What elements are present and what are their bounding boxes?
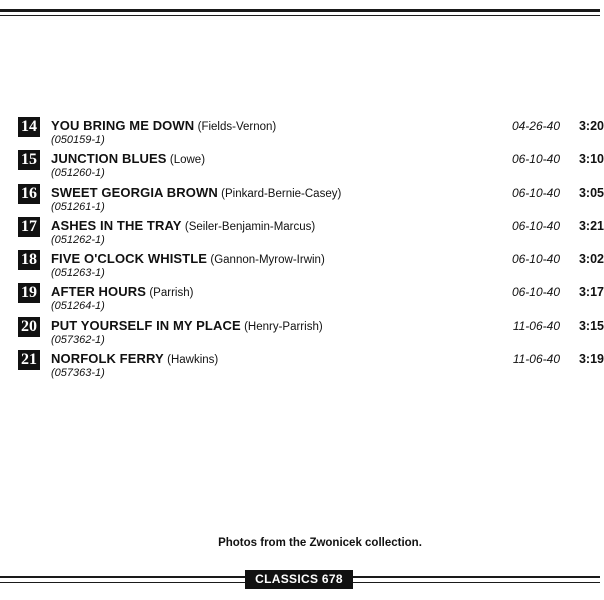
track-title: ASHES IN THE TRAY: [51, 217, 182, 233]
track-composers: (Lowe): [169, 154, 206, 167]
track-title: YOU BRING ME DOWN: [51, 118, 195, 133]
track-row: [18, 117, 604, 150]
track-composers: (Fields-Vernon): [197, 121, 277, 133]
track-number: 19: [18, 283, 40, 303]
track-recording-date: 06-10-40: [511, 218, 560, 233]
track-duration: 3:15: [578, 318, 604, 333]
track-matrix-number: (057363-1): [51, 367, 105, 380]
track-title: FIVE O'CLOCK WHISTLE: [51, 251, 208, 267]
track-composers: (Gannon-Myrow-Irwin): [210, 254, 325, 267]
track-row: [18, 184, 604, 217]
top-border-rule-thin: [0, 15, 600, 16]
track-matrix-number: (051264-1): [51, 300, 105, 313]
track-row: [18, 217, 604, 250]
track-composers: (Parrish): [149, 287, 194, 300]
track-composers: (Hawkins): [167, 354, 219, 367]
top-border-rule: [0, 9, 600, 12]
track-row: [18, 317, 604, 350]
track-recording-date: 06-10-40: [511, 285, 560, 300]
track-row: [18, 250, 604, 283]
track-composers: (Pinkard-Bernie-Casey): [221, 187, 342, 200]
track-number: 16: [18, 184, 40, 204]
track-title: NORFOLK FERRY: [51, 351, 164, 367]
track-recording-date: 06-10-40: [511, 185, 560, 200]
track-row: [18, 150, 604, 183]
track-duration: 3:10: [578, 152, 604, 167]
track-row: [18, 283, 604, 316]
track-title: PUT YOURSELF IN MY PLACE: [51, 317, 241, 333]
track-number: 14: [18, 117, 40, 137]
track-matrix-number: (050159-1): [51, 134, 105, 146]
track-duration: 3:05: [578, 185, 604, 200]
track-title: SWEET GEORGIA BROWN: [51, 184, 218, 200]
track-list: [18, 117, 604, 383]
track-number: 18: [18, 250, 40, 270]
photo-credit: Photos from the Zwonicek collection.: [218, 537, 422, 549]
track-matrix-number: (051260-1): [51, 167, 105, 180]
track-matrix-number: (051262-1): [51, 233, 105, 246]
track-title: AFTER HOURS: [51, 284, 146, 300]
track-duration: 3:21: [578, 218, 604, 233]
track-recording-date: 04-26-40: [511, 119, 560, 133]
track-duration: 3:20: [578, 119, 604, 133]
track-duration: 3:19: [578, 352, 604, 367]
track-number: 20: [18, 317, 40, 337]
track-composers: (Henry-Parrish): [244, 320, 323, 333]
catalog-label: CLASSICS 678: [245, 570, 353, 589]
track-number: 17: [18, 217, 40, 237]
track-recording-date: 06-10-40: [511, 252, 560, 267]
track-number: 15: [18, 150, 40, 170]
track-title: JUNCTION BLUES: [51, 151, 167, 167]
track-row: [18, 350, 604, 383]
track-matrix-number: (057362-1): [51, 333, 105, 346]
track-number: 21: [18, 350, 40, 370]
track-recording-date: 06-10-40: [511, 152, 560, 167]
track-matrix-number: (051263-1): [51, 267, 105, 280]
track-recording-date: 11-06-40: [512, 352, 560, 367]
track-composers: (Seiler-Benjamin-Marcus): [184, 220, 316, 233]
track-duration: 3:02: [578, 252, 604, 267]
track-recording-date: 11-06-40: [512, 318, 560, 333]
track-matrix-number: (051261-1): [51, 200, 105, 213]
track-duration: 3:17: [578, 285, 604, 300]
